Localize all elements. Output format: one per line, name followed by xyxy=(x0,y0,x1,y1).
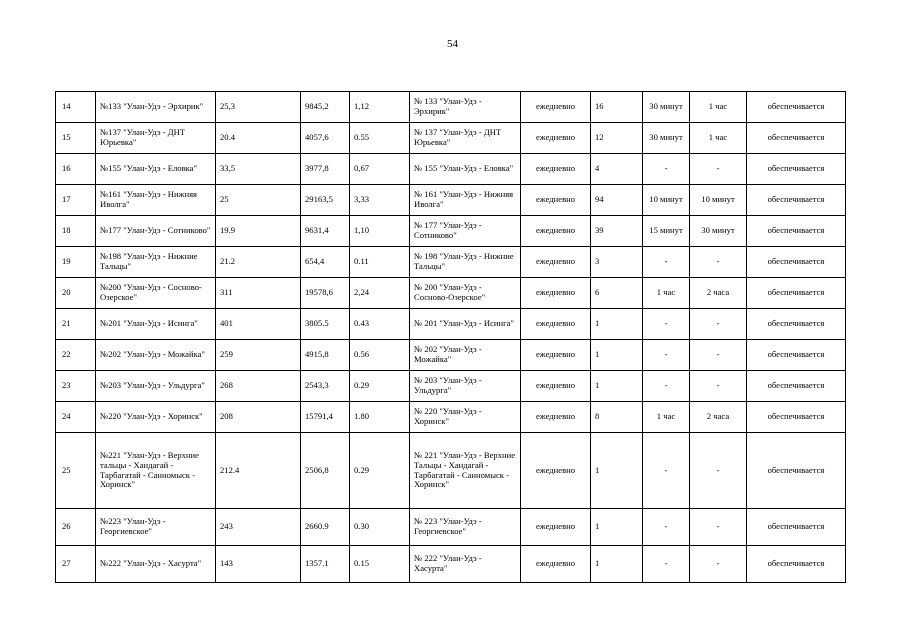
table-row xyxy=(56,340,846,371)
row-number-cell: 20 xyxy=(56,278,96,309)
trips-cell: 39 xyxy=(591,216,643,247)
interval-1-cell: - xyxy=(643,371,690,402)
interval-2-cell: - xyxy=(690,309,747,340)
status-cell: обеспечивается xyxy=(747,371,846,402)
volume-cell: 4057,6 xyxy=(301,123,350,154)
route-length-cell: 268 xyxy=(216,371,301,402)
interval-2-cell: - xyxy=(690,154,747,185)
table-row xyxy=(56,433,846,509)
route-name-cell: №220 "Улан-Удэ - Хоринск" xyxy=(96,402,216,433)
trips-cell: 1 xyxy=(591,433,643,509)
route-name-cell: №222 "Улан-Удэ - Хасурта" xyxy=(96,546,216,583)
route-name-cell: №200 "Улан-Удэ - Сосново-Озерское" xyxy=(96,278,216,309)
percent-cell: 1,10 xyxy=(350,216,410,247)
percent-cell: 0.43 xyxy=(350,309,410,340)
row-number-cell: 23 xyxy=(56,371,96,402)
trips-cell: 12 xyxy=(591,123,643,154)
interval-2-cell: 2 часа xyxy=(690,278,747,309)
interval-2-cell: 2 часа xyxy=(690,402,747,433)
route-length-cell: 19.9 xyxy=(216,216,301,247)
route-name-2-cell: № 137 "Улан-Удэ - ДНТ Юрьевка" xyxy=(410,123,521,154)
frequency-cell: ежедневно xyxy=(521,247,591,278)
volume-cell: 3977,8 xyxy=(301,154,350,185)
route-name-2-cell: № 155 "Улан-Удэ - Еловка" xyxy=(410,154,521,185)
volume-cell: 3805.5 xyxy=(301,309,350,340)
frequency-cell: ежедневно xyxy=(521,123,591,154)
interval-2-cell: - xyxy=(690,247,747,278)
route-length-cell: 212.4 xyxy=(216,433,301,509)
volume-cell: 19578,6 xyxy=(301,278,350,309)
table-row xyxy=(56,371,846,402)
route-name-cell: №198 "Улан-Удэ - Нижние Тальцы" xyxy=(96,247,216,278)
volume-cell: 9845,2 xyxy=(301,92,350,123)
row-number-cell: 15 xyxy=(56,123,96,154)
percent-cell: 0.56 xyxy=(350,340,410,371)
route-name-2-cell: № 177 "Улан-Удэ - Сотниково" xyxy=(410,216,521,247)
frequency-cell: ежедневно xyxy=(521,154,591,185)
interval-1-cell: 30 минут xyxy=(643,92,690,123)
frequency-cell: ежедневно xyxy=(521,92,591,123)
route-name-cell: №177 "Улан-Удэ - Сотниково" xyxy=(96,216,216,247)
table-body xyxy=(56,92,846,583)
route-name-2-cell: № 221 "Улан-Удэ - Верхние Тальцы - Хандагай - Тарбагатай - Санномыск - Хоринск" xyxy=(410,433,521,509)
route-name-cell: №137 "Улан-Удэ - ДНТ Юрьевка" xyxy=(96,123,216,154)
frequency-cell: ежедневно xyxy=(521,185,591,216)
interval-2-cell: - xyxy=(690,509,747,546)
percent-cell: 0.29 xyxy=(350,433,410,509)
percent-cell: 3,33 xyxy=(350,185,410,216)
volume-cell: 29163,5 xyxy=(301,185,350,216)
table-row xyxy=(56,309,846,340)
table-row xyxy=(56,185,846,216)
row-number-cell: 24 xyxy=(56,402,96,433)
trips-cell: 4 xyxy=(591,154,643,185)
row-number-cell: 18 xyxy=(56,216,96,247)
route-length-cell: 20.4 xyxy=(216,123,301,154)
interval-2-cell: - xyxy=(690,371,747,402)
interval-2-cell: - xyxy=(690,340,747,371)
row-number-cell: 16 xyxy=(56,154,96,185)
percent-cell: 0,67 xyxy=(350,154,410,185)
table-row xyxy=(56,216,846,247)
route-name-cell: №203 "Улан-Удэ - Ульдурга" xyxy=(96,371,216,402)
route-name-cell: №221 "Улан-Удэ - Верхние тальцы - Хандагай - Тарбагатай - Санномыск - Хоринск" xyxy=(96,433,216,509)
route-name-cell: №223 "Улан-Удэ - Георгиевское" xyxy=(96,509,216,546)
interval-1-cell: 10 минут xyxy=(643,185,690,216)
trips-cell: 1 xyxy=(591,309,643,340)
frequency-cell: ежедневно xyxy=(521,371,591,402)
row-number-cell: 22 xyxy=(56,340,96,371)
interval-2-cell: 10 минут xyxy=(690,185,747,216)
status-cell: обеспечивается xyxy=(747,123,846,154)
percent-cell: 1,12 xyxy=(350,92,410,123)
percent-cell: 1.80 xyxy=(350,402,410,433)
table-row xyxy=(56,154,846,185)
trips-cell: 94 xyxy=(591,185,643,216)
percent-cell: 0.15 xyxy=(350,546,410,583)
status-cell: обеспечивается xyxy=(747,402,846,433)
interval-1-cell: - xyxy=(643,340,690,371)
percent-cell: 0.11 xyxy=(350,247,410,278)
table-row xyxy=(56,278,846,309)
route-name-cell: №161 "Улан-Удэ - Нижняя Иволга" xyxy=(96,185,216,216)
volume-cell: 15791,4 xyxy=(301,402,350,433)
route-name-cell: №201 "Улан-Удэ - Исинга" xyxy=(96,309,216,340)
interval-1-cell: - xyxy=(643,509,690,546)
status-cell: обеспечивается xyxy=(747,309,846,340)
route-name-2-cell: № 200 "Улан-Удэ - Сосново-Озерское" xyxy=(410,278,521,309)
interval-2-cell: - xyxy=(690,546,747,583)
interval-2-cell: 30 минут xyxy=(690,216,747,247)
route-length-cell: 25,3 xyxy=(216,92,301,123)
volume-cell: 9631,4 xyxy=(301,216,350,247)
row-number-cell: 21 xyxy=(56,309,96,340)
interval-1-cell: - xyxy=(643,433,690,509)
route-name-2-cell: № 133 "Улан-Удэ - Эрхирик" xyxy=(410,92,521,123)
trips-cell: 1 xyxy=(591,546,643,583)
frequency-cell: ежедневно xyxy=(521,216,591,247)
interval-1-cell: 15 минут xyxy=(643,216,690,247)
trips-cell: 16 xyxy=(591,92,643,123)
route-name-2-cell: № 223 "Улан-Удэ - Георгиевское" xyxy=(410,509,521,546)
status-cell: обеспечивается xyxy=(747,216,846,247)
volume-cell: 654,4 xyxy=(301,247,350,278)
frequency-cell: ежедневно xyxy=(521,546,591,583)
percent-cell: 0.29 xyxy=(350,371,410,402)
interval-1-cell: 1 час xyxy=(643,402,690,433)
trips-cell: 1 xyxy=(591,371,643,402)
route-name-2-cell: № 203 "Улан-Удэ - Ульдурга" xyxy=(410,371,521,402)
volume-cell: 2506,8 xyxy=(301,433,350,509)
row-number-cell: 26 xyxy=(56,509,96,546)
status-cell: обеспечивается xyxy=(747,433,846,509)
page-number: 54 xyxy=(447,38,458,50)
trips-cell: 1 xyxy=(591,509,643,546)
route-length-cell: 243 xyxy=(216,509,301,546)
trips-cell: 3 xyxy=(591,247,643,278)
route-name-cell: №133 "Улан-Удэ - Эрхирик" xyxy=(96,92,216,123)
interval-2-cell: 1 час xyxy=(690,92,747,123)
frequency-cell: ежедневно xyxy=(521,509,591,546)
volume-cell: 1357.1 xyxy=(301,546,350,583)
interval-1-cell: - xyxy=(643,247,690,278)
row-number-cell: 27 xyxy=(56,546,96,583)
volume-cell: 2660.9 xyxy=(301,509,350,546)
table-row xyxy=(56,509,846,546)
status-cell: обеспечивается xyxy=(747,154,846,185)
route-name-cell: №202 "Улан-Удэ - Можайка" xyxy=(96,340,216,371)
table-row xyxy=(56,123,846,154)
trips-cell: 1 xyxy=(591,340,643,371)
row-number-cell: 14 xyxy=(56,92,96,123)
trips-cell: 8 xyxy=(591,402,643,433)
route-length-cell: 401 xyxy=(216,309,301,340)
table-row xyxy=(56,402,846,433)
status-cell: обеспечивается xyxy=(747,509,846,546)
route-name-2-cell: № 201 "Улан-Удэ - Исинга" xyxy=(410,309,521,340)
percent-cell: 2,24 xyxy=(350,278,410,309)
table-row xyxy=(56,247,846,278)
interval-1-cell: 30 минут xyxy=(643,123,690,154)
interval-1-cell: 1 час xyxy=(643,278,690,309)
interval-2-cell: - xyxy=(690,433,747,509)
status-cell: обеспечивается xyxy=(747,278,846,309)
percent-cell: 0.30 xyxy=(350,509,410,546)
status-cell: обеспечивается xyxy=(747,247,846,278)
status-cell: обеспечивается xyxy=(747,185,846,216)
interval-1-cell: - xyxy=(643,546,690,583)
volume-cell: 4915,8 xyxy=(301,340,350,371)
status-cell: обеспечивается xyxy=(747,340,846,371)
route-length-cell: 143 xyxy=(216,546,301,583)
interval-1-cell: - xyxy=(643,154,690,185)
frequency-cell: ежедневно xyxy=(521,340,591,371)
status-cell: обеспечивается xyxy=(747,92,846,123)
status-cell: обеспечивается xyxy=(747,546,846,583)
frequency-cell: ежедневно xyxy=(521,309,591,340)
percent-cell: 0.55 xyxy=(350,123,410,154)
interval-1-cell: - xyxy=(643,309,690,340)
table-row xyxy=(56,92,846,123)
volume-cell: 2543,3 xyxy=(301,371,350,402)
row-number-cell: 25 xyxy=(56,433,96,509)
row-number-cell: 19 xyxy=(56,247,96,278)
row-number-cell: 17 xyxy=(56,185,96,216)
route-name-2-cell: № 222 "Улан-Удэ - Хасурта" xyxy=(410,546,521,583)
route-length-cell: 21.2 xyxy=(216,247,301,278)
frequency-cell: ежедневно xyxy=(521,278,591,309)
interval-2-cell: 1 час xyxy=(690,123,747,154)
routes-table xyxy=(55,91,846,583)
route-length-cell: 311 xyxy=(216,278,301,309)
route-name-2-cell: № 161 "Улан-Удэ - Нижняя Иволга" xyxy=(410,185,521,216)
route-length-cell: 208 xyxy=(216,402,301,433)
route-name-2-cell: № 220 "Улан-Удэ - Хоринск" xyxy=(410,402,521,433)
route-length-cell: 33,5 xyxy=(216,154,301,185)
route-length-cell: 25 xyxy=(216,185,301,216)
trips-cell: 6 xyxy=(591,278,643,309)
route-name-2-cell: № 202 "Улан-Удэ - Можайка" xyxy=(410,340,521,371)
frequency-cell: ежедневно xyxy=(521,433,591,509)
frequency-cell: ежедневно xyxy=(521,402,591,433)
table-row xyxy=(56,546,846,583)
route-length-cell: 259 xyxy=(216,340,301,371)
route-name-cell: №155 "Улан-Удэ - Еловка" xyxy=(96,154,216,185)
route-name-2-cell: № 198 "Улан-Удэ - Нижние Тальцы" xyxy=(410,247,521,278)
